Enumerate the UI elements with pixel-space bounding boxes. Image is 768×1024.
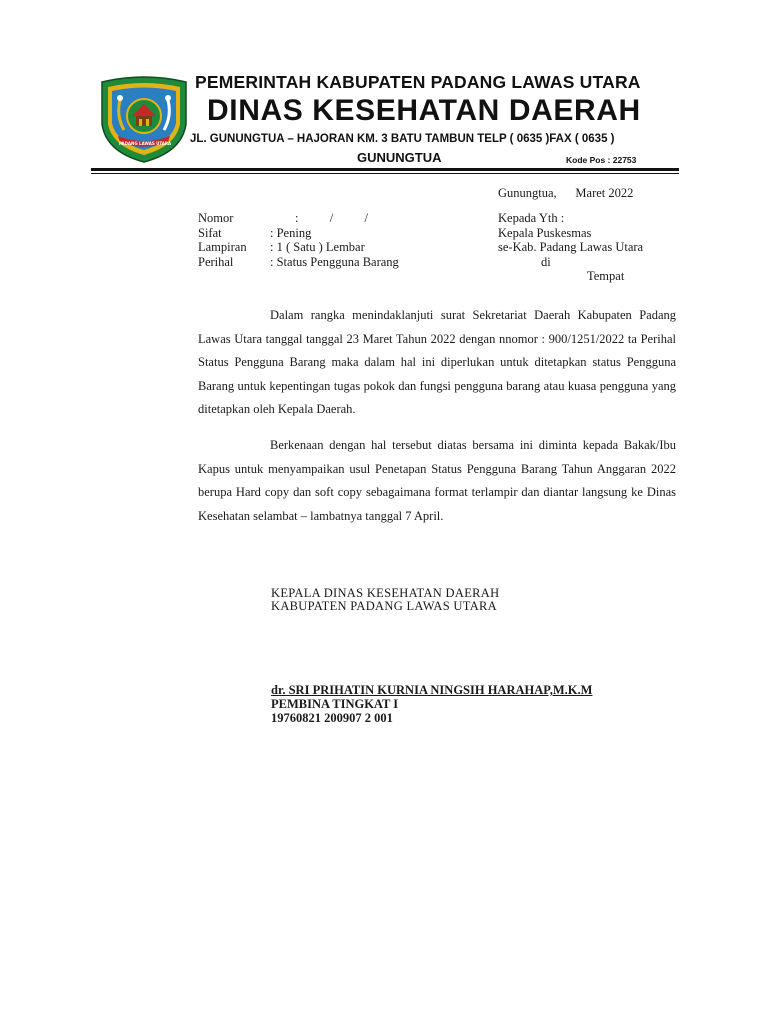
recipient-line: Kepada Yth : [498, 211, 565, 225]
meta-label: Perihal [198, 254, 234, 269]
signatory-rank: PEMBINA TINGKAT I [271, 697, 399, 711]
meta-value: : 1 ( Satu ) Lembar [270, 240, 365, 254]
logo-caption: PADANG LAWAS UTARA [118, 141, 172, 146]
meta-label: Lampiran [198, 240, 247, 254]
government-title: PEMERINTAH KABUPATEN PADANG LAWAS UTARA [195, 72, 641, 92]
signature-title-2: KABUPATEN PADANG LAWAS UTARA [271, 599, 497, 613]
letterhead-rule-thick [91, 168, 679, 171]
signatory-nip: 19760821 200907 2 001 [271, 711, 393, 725]
letterhead-rule-thin [91, 173, 679, 174]
signature-title-1: KEPALA DINAS KESEHATAN DAERAH [271, 586, 500, 600]
recipient-line: di [541, 254, 551, 269]
recipient-line: Kepala Puskesmas [498, 225, 592, 240]
regency-emblem-logo [96, 74, 192, 164]
letter-date: Gunungtua, Maret 2022 [498, 186, 634, 200]
postal-code: Kode Pos : 22753 [566, 155, 637, 165]
signatory-name: dr. SRI PRIHATIN KURNIA NINGSIH HARAHAP,M.K.M [271, 683, 593, 697]
meta-value: : / / [270, 211, 368, 225]
agency-city: GUNUNGTUA [357, 150, 442, 165]
body-paragraph-2: Berkenaan dengan hal tersebut diatas bersama ini diminta kepada Bakak/Ibu Kapus untuk menyampaikan usul Penetapan Status Pengguna Barang Tahun Anggaran 2022 berupa Hard copy dan soft copy sebagaimana format terlampir dan diantar langsung ke Dinas Kesehatan selambat – lambatnya tanggal 7 April. [198, 438, 676, 523]
agency-address: JL. GUNUNGTUA – HAJORAN KM. 3 BATU TAMBUN TELP ( 0635 )FAX ( 0635 ) [190, 133, 615, 145]
meta-value: : Status Pengguna Barang [270, 254, 399, 269]
agency-title: DINAS KESEHATAN DAERAH [207, 94, 641, 127]
recipient-block [498, 211, 643, 284]
recipient-line: se-Kab. Padang Lawas Utara [498, 240, 644, 254]
meta-label: Nomor [198, 211, 234, 225]
meta-label: Sifat [198, 225, 222, 240]
meta-value: : Pening [270, 225, 312, 240]
body-paragraph-1: Dalam rangka menindaklanjuti surat Sekretariat Daerah Kabupaten Padang Lawas Utara tanggal tanggal 23 Maret Tahun 2022 dengan nnomor : 900/1251/2022 ta Perihal Status Pengguna Barang maka dalam hal ini diperlukan untuk ditetapkan status Pengguna Barang untuk kepentingan tugas pokok dan fungsi pengguna barang atau kuasa pengguna yang ditetapkan oleh Kepala Daerah. [198, 308, 676, 416]
recipient-line: Tempat [587, 269, 625, 283]
